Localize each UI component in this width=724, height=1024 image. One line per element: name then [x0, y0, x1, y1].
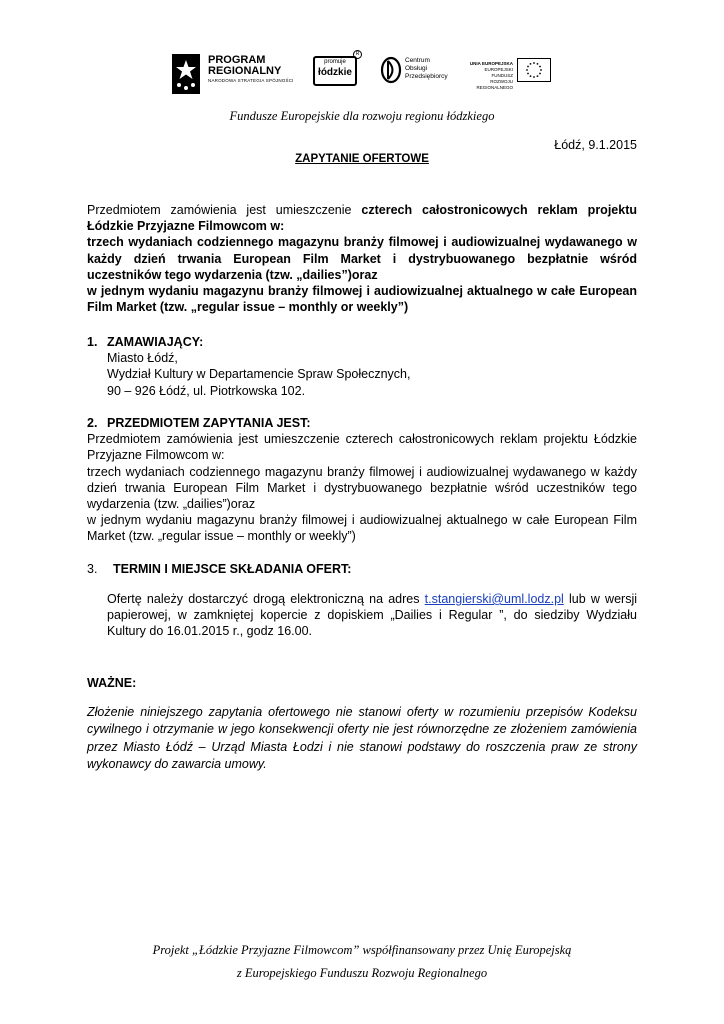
logo-bar — [168, 44, 556, 102]
intro-bold-regular: w jednym wydaniu magazynu branży filmowej i audiowizualnej aktualnego w całe European Film Market (tzw. „regular issue – monthly or weekly”) — [87, 284, 637, 315]
ue-logo-line1: UNIA EUROPEJSKA — [469, 61, 513, 66]
centrum-logo-line3: Przedsiębiorcy — [405, 73, 448, 80]
centrum-logo-line2: Obsługi — [405, 65, 428, 72]
section1-line: Wydział Kultury w Departamencie Spraw Społecznych, — [107, 367, 411, 382]
registered-mark-icon: R — [353, 50, 362, 59]
important-text: Złożenie niniejszego zapytania ofertowego nie stanowi oferty w rozumieniu przepisów Kodeksu cywilnego i otrzymanie w jego konsekwencji oferty nie jest równorzędne ze złożeniem zamówienia przez Miasto Łódź – Urząd Miasta Łodzi i nie stanowi podstawy do roszczenia praw ze strony wykonawcy do zawarcia umowy. — [87, 705, 637, 772]
footer-line2: z Europejskiego Funduszu Rozwoju Regionalnego — [236, 966, 488, 980]
section-termin — [87, 561, 637, 577]
unia-europejska-logo — [463, 58, 556, 88]
section2-paragraph: w jednym wydaniu magazynu branży filmowej i audiowizualnej aktualnego w całe European Film Market (tzw. „regular issue – monthly or weekly”) — [87, 513, 637, 544]
promuje-logo-line1: promuje — [324, 59, 346, 65]
section1-heading: ZAMAWIAJĄCY: — [107, 335, 204, 349]
centrum-obslugi-logo — [380, 56, 455, 90]
section3-heading: TERMIN I MIEJSCE SKŁADANIA OFERT: — [113, 562, 352, 576]
centrum-logo-line1: Centrum — [405, 57, 430, 64]
email-link[interactable]: t.stangierski@uml.lodz.pl — [424, 592, 564, 606]
document-date: Łódź, 9.1.2015 — [554, 138, 637, 152]
intro-lead: Przedmiotem zamówienia jest umieszczenie — [87, 203, 362, 217]
section-zamawiajacy — [87, 334, 637, 399]
important-heading: WAŻNE: — [87, 676, 137, 690]
intro-bold-subject: czterech całostronicowych reklam projektu Łódzkie Przyjazne Filmowcom w: — [87, 203, 637, 234]
ue-logo-line3: ROZWOJU REGIONALNEGO — [476, 79, 513, 90]
eu-flag-icon — [517, 58, 551, 82]
centrum-emblem-icon — [380, 56, 402, 84]
section1-line: 90 – 926 Łódź, ul. Piotrkowska 102. — [107, 383, 306, 398]
section3-text-before: Ofertę należy dostarczyć drogą elektroniczną na adres — [107, 592, 425, 606]
intro-paragraph — [87, 202, 637, 315]
section2-paragraph: Przedmiotem zamówienia jest umieszczenie czterech całostronicowych reklam projektu Łódzkie Przyjazne Filmowcom w: — [87, 432, 637, 463]
promuje-lodzkie-logo — [313, 51, 363, 86]
funds-subtitle: Fundusze Europejskie dla rozwoju regionu łódzkiego — [229, 109, 495, 123]
section-przedmiot — [87, 415, 637, 545]
section2-heading: PRZEDMIOTEM ZAPYTANIA JEST: — [107, 416, 311, 430]
star-emblem-icon — [170, 52, 204, 96]
promuje-logo-line2: łódzkie — [318, 67, 352, 78]
section3-text-after: lub w wersji papierowej, w zamkniętej kopercie z dopiskiem „Dailies i Regular ”, do siedziby Wydziału Kultury do 16.01.2015 r., godz 16.00. — [107, 592, 638, 639]
program-logo-line2: REGIONALNY — [208, 65, 282, 77]
section2-paragraph: trzech wydaniach codziennego magazynu branży filmowej i audiowizualnej wydawanego w każdy dzień trwania European Film Market i dystrybuowanego bezpłatnie wśród uczestników tego wydarzenia (tzw. „dailies”)oraz — [87, 464, 637, 512]
program-regionalny-logo — [168, 46, 303, 98]
ue-logo-line2: EUROPEJSKI FUNDUSZ — [484, 67, 513, 78]
document-title: ZAPYTANIE OFERTOWE — [295, 153, 429, 165]
program-logo-line3: NARODOWA STRATEGIA SPÓJNOŚCI — [208, 78, 294, 83]
section2-number: 2. — [87, 416, 98, 430]
section1-line: Miasto Łódź, — [107, 351, 178, 366]
section3-paragraph — [107, 591, 637, 640]
important-paragraph — [87, 704, 637, 774]
footer-line1: Projekt „Łódzkie Przyjazne Filmowcom” współfinansowany przez Unię Europejską — [152, 943, 572, 957]
section1-number: 1. — [87, 335, 98, 349]
program-logo-line1: PROGRAM — [208, 54, 266, 66]
intro-bold-dailies: trzech wydaniach codziennego magazynu branży filmowej i audiowizualnej wydawanego w każdy dzień trwania European Film Market i dystrybuowanego bezpłatnie wśród uczestników tego wydarzenia (tzw. „dailies”)oraz — [87, 235, 637, 282]
section3-number: 3. — [87, 562, 98, 576]
